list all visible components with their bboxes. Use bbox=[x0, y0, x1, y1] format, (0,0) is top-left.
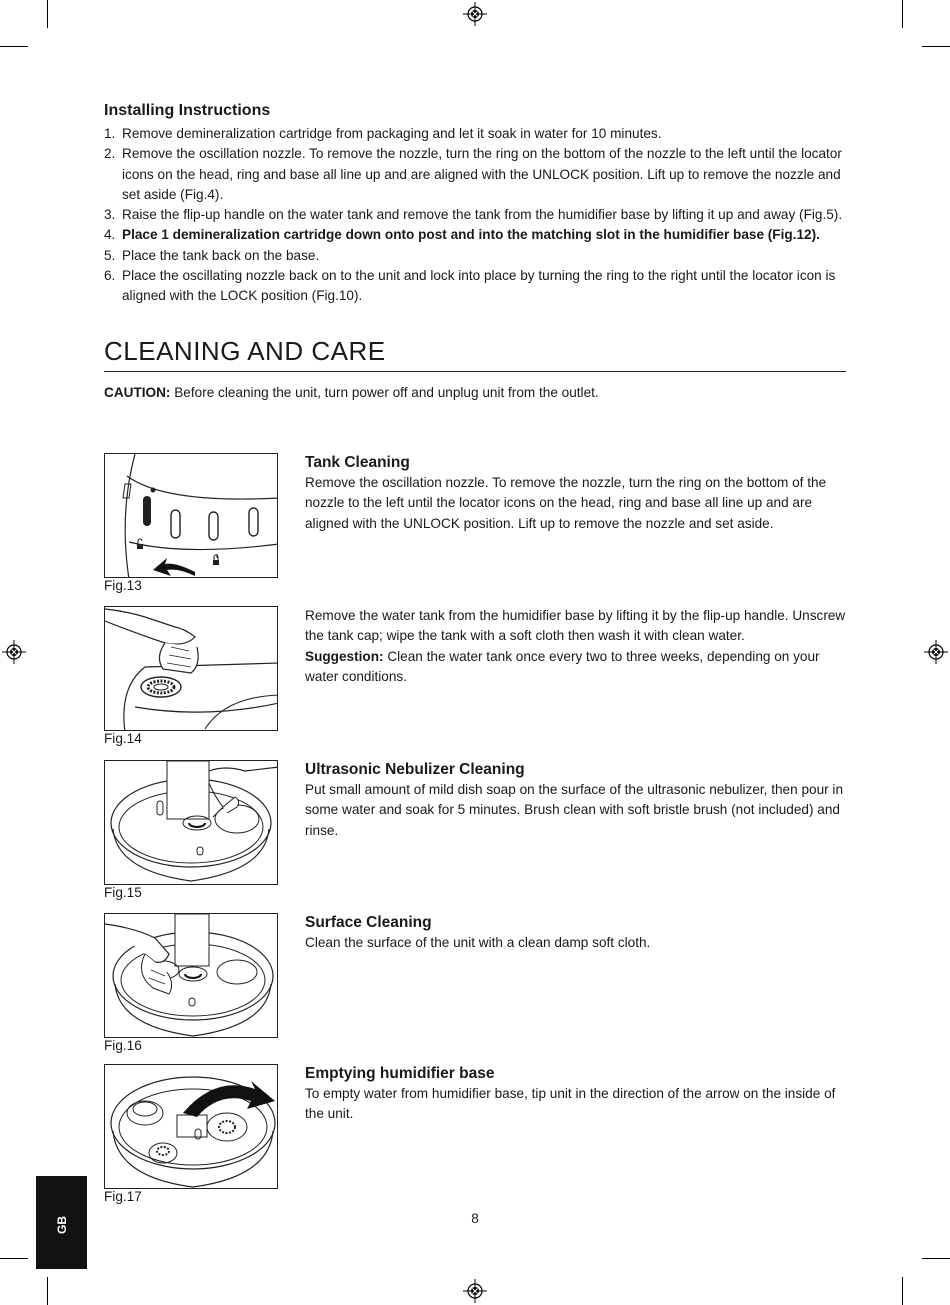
figure-15-illustration bbox=[104, 760, 278, 885]
step-text: Raise the flip-up handle on the water tank and remove the tank from the humidifier base by lifting it up and away (Fig.5). bbox=[122, 207, 843, 223]
figure-17-illustration bbox=[104, 1064, 278, 1189]
emptying-base-text bbox=[305, 1064, 846, 1125]
figure-caption: Fig.17 bbox=[104, 1189, 142, 1204]
figure-caption: Fig.13 bbox=[104, 578, 142, 593]
list-item bbox=[104, 225, 846, 245]
crop-mark bbox=[922, 1258, 950, 1259]
tank-cleaning-text bbox=[305, 453, 846, 534]
step-number: 4. bbox=[104, 227, 116, 243]
figure-caption: Fig.16 bbox=[104, 1038, 142, 1053]
suggestion-label: Suggestion: bbox=[305, 648, 384, 664]
step-number: 5. bbox=[104, 247, 116, 263]
step-number: 2. bbox=[104, 146, 116, 162]
figure-13-illustration bbox=[104, 453, 278, 578]
crop-mark bbox=[922, 46, 950, 47]
crop-mark bbox=[902, 0, 903, 28]
step-number: 6. bbox=[104, 268, 116, 284]
registration-mark-icon bbox=[2, 640, 26, 664]
emptying-base-heading: Emptying humidifier base bbox=[305, 1065, 495, 1082]
registration-mark-icon bbox=[463, 2, 487, 26]
main-content bbox=[104, 102, 846, 400]
language-tab-label: GB bbox=[54, 1216, 69, 1234]
suggestion-note bbox=[305, 647, 846, 688]
list-item bbox=[104, 144, 846, 205]
water-tank-text bbox=[305, 606, 846, 687]
nebulizer-cleaning-text bbox=[305, 760, 846, 841]
registration-mark-icon bbox=[924, 640, 948, 664]
caution-notice bbox=[104, 385, 846, 400]
surface-cleaning-heading: Surface Cleaning bbox=[305, 914, 432, 931]
tank-cleaning-heading: Tank Cleaning bbox=[305, 454, 410, 471]
suggestion-text: Clean the water tank once every two to three weeks, depending on your water conditions. bbox=[305, 648, 820, 684]
figure-14-illustration bbox=[104, 606, 278, 731]
emptying-base-body: To empty water from humidifier base, tip unit in the direction of the arrow on the inside of the unit. bbox=[305, 1086, 836, 1122]
step-text: Remove demineralization cartridge from packaging and let it soak in water for 10 minutes. bbox=[122, 126, 662, 141]
step-number: 3. bbox=[104, 207, 116, 223]
surface-cleaning-body: Clean the surface of the unit with a clean damp soft cloth. bbox=[305, 935, 651, 950]
caution-label: CAUTION: bbox=[104, 384, 171, 400]
figure-16-illustration bbox=[104, 913, 278, 1038]
nebulizer-cleaning-body: Put small amount of mild dish soap on the surface of the ultrasonic nebulizer, then pour in some water and soak for 5 minutes. Brush clean with soft bristle brush (not included) and rinse. bbox=[305, 782, 844, 838]
crop-mark bbox=[47, 0, 48, 28]
step-text: Remove the oscillation nozzle. To remove the nozzle, turn the ring on the bottom of the nozzle to the left until the locator icons on the head, ring and base all line up and are aligned with the UNLOCK position. Lift up to remove the nozzle and set aside (Fig.4). bbox=[122, 146, 842, 202]
list-item bbox=[104, 246, 846, 266]
crop-mark bbox=[0, 46, 28, 47]
crop-mark bbox=[47, 1277, 48, 1305]
step-text: Place the tank back on the base. bbox=[122, 247, 320, 263]
list-item bbox=[104, 124, 846, 144]
water-tank-body: Remove the water tank from the humidifier base by lifting it by the flip-up handle. Unscrew the tank cap; wipe the tank with a soft cloth then wash it with clean water. bbox=[305, 608, 846, 644]
tank-cleaning-body: Remove the oscillation nozzle. To remove the nozzle, turn the ring on the bottom of the nozzle to the left until the locator icons on the head, ring and base all line up and are aligned with the UNLOCK position. Lift up to remove the nozzle and set aside. bbox=[305, 475, 827, 531]
figure-caption: Fig.14 bbox=[104, 731, 142, 746]
step-text: Place 1 demineralization cartridge down onto post and into the matching slot in the humidifier base (Fig.12). bbox=[122, 227, 820, 243]
list-item bbox=[104, 205, 846, 225]
list-item bbox=[104, 266, 846, 307]
figure-caption: Fig.15 bbox=[104, 885, 142, 900]
crop-mark bbox=[0, 1258, 28, 1259]
registration-mark-icon bbox=[463, 1279, 487, 1303]
section-title: CLEANING AND CARE bbox=[104, 336, 846, 372]
crop-mark bbox=[902, 1277, 903, 1305]
surface-cleaning-text bbox=[305, 913, 846, 953]
step-text: Place the oscillating nozzle back on to the unit and lock into place by turning the ring to the right until the locator icon is aligned with the LOCK position (Fig.10). bbox=[122, 268, 836, 304]
page-number: 8 bbox=[471, 1211, 479, 1226]
installing-steps bbox=[104, 124, 846, 307]
step-number: 1. bbox=[104, 126, 116, 141]
installing-heading: Installing Instructions bbox=[104, 102, 271, 119]
caution-text: Before cleaning the unit, turn power off and unplug unit from the outlet. bbox=[170, 384, 599, 400]
nebulizer-cleaning-heading: Ultrasonic Nebulizer Cleaning bbox=[305, 761, 525, 778]
